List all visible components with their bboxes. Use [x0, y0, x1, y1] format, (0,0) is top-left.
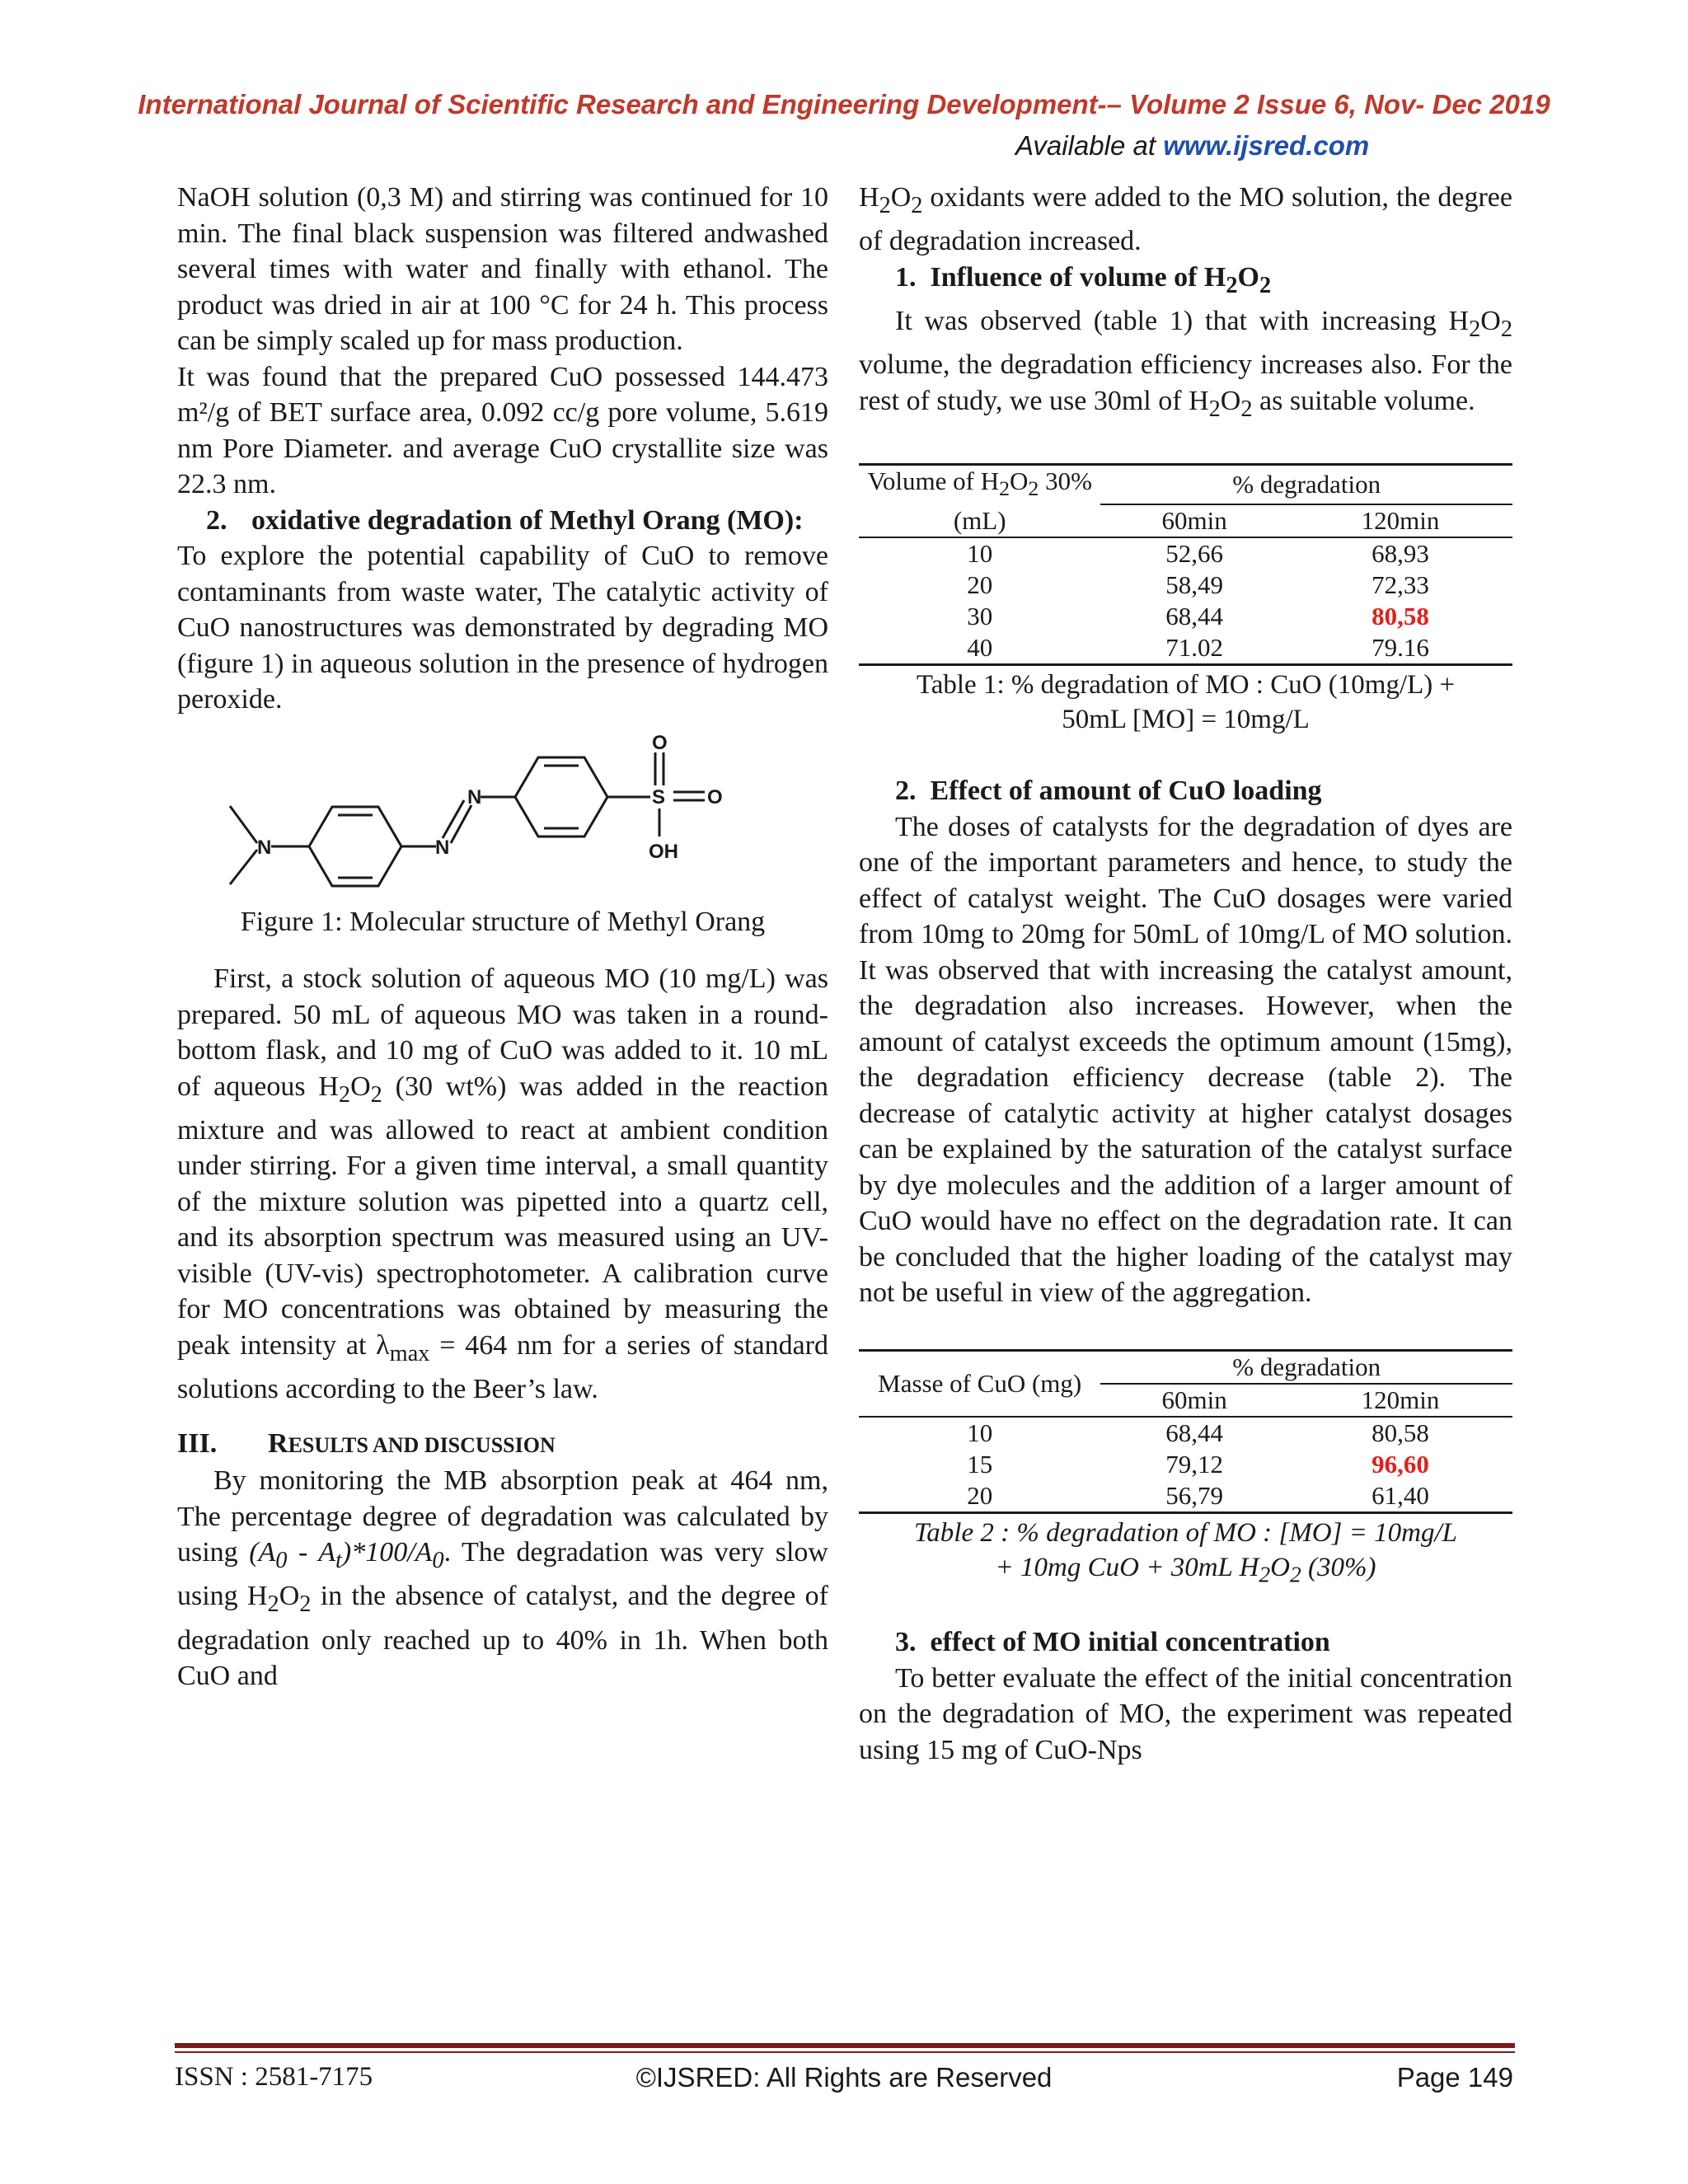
- journal-title: International Journal of Scientific Research and Engineering Development-– Volume 2 Issue 6, Nov- Dec 2019: [138, 89, 1550, 120]
- footer-rights: ©IJSRED: All Rights are Reserved: [635, 2062, 1053, 2093]
- table-row: 15 79,12 96,60: [859, 1449, 1512, 1480]
- atom-label: O: [707, 785, 723, 808]
- atom-label: N: [257, 836, 272, 859]
- table-header: 120min: [1361, 506, 1440, 536]
- section-heading: III. RESULTS AND DISCUSSION: [177, 1427, 556, 1459]
- left-column: [177, 180, 828, 1694]
- table-row: 30 68,44 80,58: [859, 601, 1512, 632]
- journal-url[interactable]: www.ijsred.com: [1163, 130, 1370, 161]
- table-row: 20 58,49 72,33: [967, 570, 1429, 600]
- table-caption: Table 1: % degradation of MO : CuO (10mg/L) + 50mL [MO] = 10mg/L: [916, 670, 1456, 735]
- table-2: [859, 1349, 1512, 1514]
- table-row: 10 68,44 80,58: [967, 1418, 1429, 1447]
- paragraph: It was found that the prepared CuO possessed 144.473 m²/g of BET surface area, 0.092 cc/g pore volume, 5.619 nm Pore Diameter. and average CuO crystallite size was 22.3 nm.: [177, 361, 828, 499]
- paragraph: $H_2O_2$ oxidants were added to the MO solution, the degree of degradation increased.: [859, 182, 1512, 257]
- paragraph: The doses of catalysts for the degradation of dyes are one of the important parameters and hence, to study the effect of catalyst weight. The CuO dosages were varied from 10mg to 20mg for 50mL of 10mg/L of MO solution. It was observed that with increasing the catalyst amount, the degradation also increases. However, when the amount of catalyst exceeds the optimum amount (15mg), the degradation efficiency decrease (table 2). The decrease of catalytic activity at higher catalyst dosages can be explained by the saturation of the catalyst surface by dye molecules and the addition of a larger amount of CuO would have no effect on the degradation rate. It can be concluded that the higher loading of the catalyst may not be useful in view of the aggregation.: [859, 811, 1512, 1309]
- molecule-diagram: [177, 726, 828, 891]
- paragraph: First, a stock solution of aqueous MO (10 mg/L) was prepared. 50 mL of aqueous MO was taken in a round-bottom flask, and 10 mg of CuO was added to it. 10 mL of aqueous $H_2O_2$ (30 wt%) was added in the reaction mixture and was allowed to react at ambient condition under stirring. For a given time interval, a small quantity of the mixture solution was pipetted into a quartz cell, and its absorption spectrum was measured using an UV-visible (UV-vis) spectrophotometer. A calibration curve for MO concentrations was obtained by measuring the peak intensity at $\lambda_{max} = 464$ nm for a series of standard solutions according to the Beer’s law.: [177, 963, 828, 1405]
- table-row: 40 71.02 79.16: [859, 632, 1512, 665]
- paragraph: It was observed (table 1) that with increasing $H_2O_2$ volume, the degradation efficiency increases also. For the rest of study, we use 30ml of $H_2O_2$ as suitable volume.: [859, 306, 1512, 422]
- subsection-heading: 2. Effect of amount of CuO loading: [895, 776, 1322, 807]
- footer-rule: [175, 2051, 1515, 2053]
- table-header: % degradation: [1100, 465, 1512, 505]
- atom-label: OH: [649, 840, 678, 863]
- paragraph: NaOH solution (0,3 M) and stirring was continued for 10 min. The final black suspension was filtered andwashed several times with water and finally with ethanol. The product was dried in air at 100 °C for 24 h. This process can be simply scaled up for mass production.: [177, 182, 828, 356]
- table-header: (mL): [953, 505, 1006, 535]
- atom-label: N: [467, 785, 482, 808]
- available-at: Available at www.ijsred.com: [1015, 130, 1370, 161]
- subsection-heading: 2. oxidative degradation of Methyl Orang (MO):: [206, 504, 804, 536]
- figure-caption: Figure 1: Molecular structure of Methyl Orang: [240, 906, 766, 937]
- subsection-heading: 3. effect of MO initial concentration: [895, 1627, 1330, 1658]
- subsection-heading: 1. Influence of volume of $H_2O_2$: [895, 261, 1272, 298]
- paragraph: To explore the potential capability of CuO to remove contaminants from waste water, The catalytic activity of CuO nanostructures was demonstrated by degrading MO (figure 1) in aqueous solution in the presence of hydrogen peroxide.: [177, 541, 828, 715]
- table-1: [859, 463, 1512, 666]
- table-header: 60min: [1161, 1385, 1227, 1414]
- table-row: 10 52,66 68,93: [967, 539, 1429, 569]
- highlight-value: 80,58: [1372, 602, 1429, 631]
- paragraph: To better evaluate the effect of the initial concentration on the degradation of MO, the experiment was repeated using 15 mg of CuO-Nps: [859, 1662, 1512, 1765]
- atom-label: O: [652, 731, 668, 754]
- paragraph: By monitoring the MB absorption peak at 464 nm, The percentage degree of degradation was calculated by using $(A_0 - A_t)*100/A_0$. The degradation was very slow using $H_2O_2$ in the absence of catalyst, and the degree of degradation only reached up to 40% in 1h. When both CuO and: [177, 1465, 828, 1692]
- atom-label: N: [435, 836, 450, 859]
- table-header: Masse of CuO (mg): [859, 1350, 1100, 1417]
- table-row: 20 56,79 61,40: [859, 1480, 1512, 1513]
- footer-page-number: Page 149: [1396, 2062, 1513, 2093]
- right-column: [859, 180, 1512, 1768]
- table-caption: Table 2 : % degradation of MO : [MO] = 10mg/L + 10mg CuO + 30mL $H_2O_2$ (30%): [913, 1517, 1458, 1587]
- footer-rule: [175, 2043, 1515, 2048]
- footer-issn: ISSN : 2581-7175: [175, 2062, 373, 2092]
- table-header: Volume of $H_2O_2$ 30%: [867, 466, 1092, 501]
- table-header: 60min: [1161, 506, 1227, 536]
- methyl-orange-structure: [177, 726, 828, 891]
- table-header: % degradation: [1100, 1350, 1512, 1384]
- highlight-value: 96,60: [1372, 1449, 1429, 1479]
- atom-label: S: [652, 785, 666, 808]
- table-header: 120min: [1361, 1385, 1440, 1414]
